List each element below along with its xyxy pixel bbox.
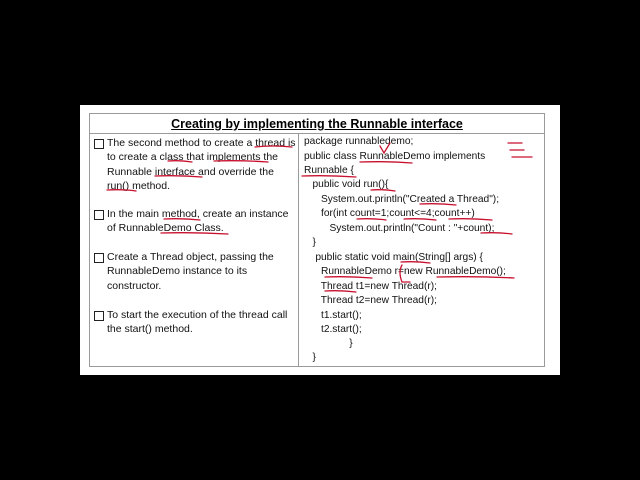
checkbox-bullet-icon [94, 210, 104, 220]
checkbox-bullet-icon [94, 311, 104, 321]
code-line: public class RunnableDemo implements [304, 151, 486, 162]
code-line: t1.start(); [304, 310, 362, 321]
bullet-text: Create a Thread object, passing the RunnableDemo instance to its constructor. [107, 251, 274, 292]
code-line: public static void main(String[] args) { [304, 252, 483, 263]
code-line: for(int count=1;count<=4;count++) [304, 208, 475, 219]
checkbox-bullet-icon [94, 139, 104, 149]
code-line: package runnabledemo; [304, 136, 414, 147]
bullet-text: To start the execution of the thread call the start() method. [107, 309, 288, 336]
code-line: } [304, 237, 316, 248]
code-line: } [304, 352, 316, 363]
bullet-panel [89, 133, 299, 367]
code-line: Thread t2=new Thread(r); [304, 295, 437, 306]
checkbox-bullet-icon [94, 253, 104, 263]
bullet-text: In the main method, create an instance of RunnableDemo Class. [107, 208, 289, 235]
code-line: System.out.println("Count : "+count); [304, 223, 495, 234]
code-line: public void run(){ [304, 179, 389, 190]
code-line: Runnable { [304, 165, 354, 176]
code-line: RunnableDemo r=new RunnableDemo(); [304, 266, 506, 277]
code-panel [298, 133, 545, 367]
bullet-text: The second method to create a thread is to create a class that implements the Runnable interface and override the run() method. [107, 137, 296, 193]
slide-title: Creating by implementing the Runnable interface [89, 113, 545, 133]
code-line: t2.start(); [304, 324, 362, 335]
code-line: } [304, 338, 353, 349]
code-line: System.out.println("Created a Thread"); [304, 194, 500, 205]
code-line: Thread t1=new Thread(r); [304, 281, 437, 292]
